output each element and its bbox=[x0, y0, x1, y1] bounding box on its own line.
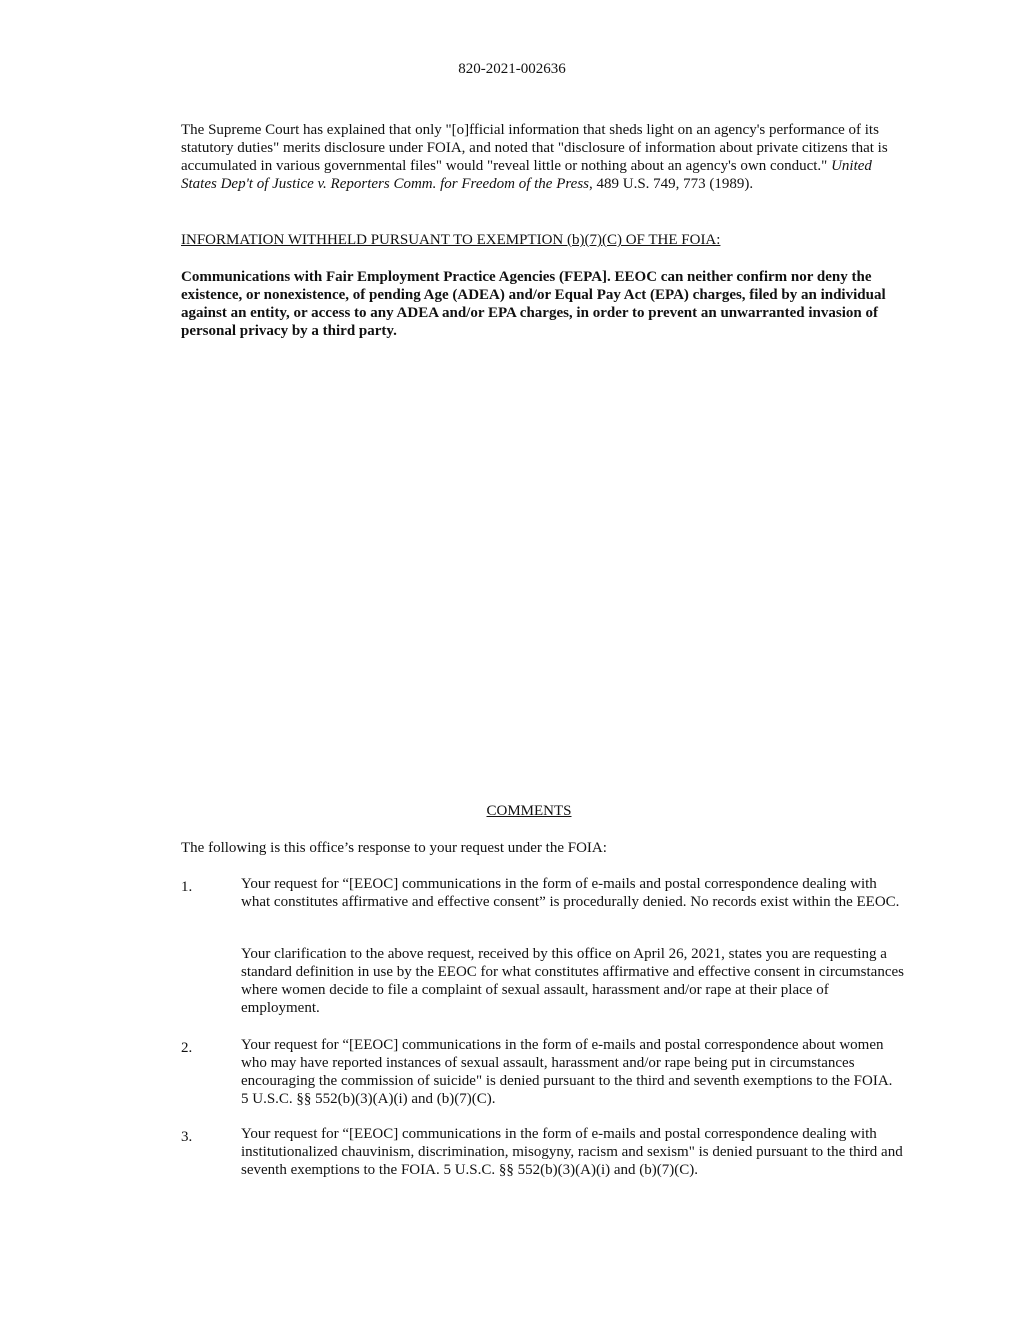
comment-item-number: 1. bbox=[181, 879, 193, 895]
comment-item-text: Your request for “[EEOC] communications in the form of e-mails and postal correspondence dealing with what constitutes affirmative and effective consent” is procedurally denied. No records exist within the EEOC. bbox=[241, 876, 900, 910]
case-citation: , 489 U.S. 749, 773 (1989). bbox=[589, 176, 754, 192]
clarification-paragraph: Your clarification to the above request, received by this office on April 26, 2021, states you are requesting a standard definition in use by the EEOC for what constitutes affirmative and effective consent in circumstances where women decide to file a complaint of sexual assault, harassment and/or rape at their place of employment. bbox=[241, 946, 904, 1016]
comment-item-text: Your request for “[EEOC] communications in the form of e-mails and postal correspondence about women who may have reported instances of sexual assault, harassment and/or rape being put in circumstances encouraging the commission of suicide" is denied pursuant to the third and seventh exemptions to the FOIA. 5 U.S.C. §§ 552(b)(3)(A)(i) and (b)(7)(C). bbox=[241, 1037, 893, 1107]
intro-paragraph-text: The Supreme Court has explained that only "[o]fficial information that sheds light on an agency's performance of its statutory duties" merits disclosure under FOIA, and noted that "disclosure of information about private citizens that is accumulated in various governmental files" would "reveal little or nothing about an agency's own conduct." bbox=[181, 122, 888, 174]
comment-item-text: Your request for “[EEOC] communications in the form of e-mails and postal correspondence dealing with institutionalized chauvinism, discrimination, misogyny, racism and sexism" is denied pursuant to the third and seventh exemptions to the FOIA. 5 U.S.C. §§ 552(b)(3)(A)(i) and (b)(7)(C). bbox=[241, 1126, 903, 1178]
document-number: 820-2021-002636 bbox=[458, 61, 566, 77]
case-name: United States Dep't of Justice v. Reporters Comm. for Freedom of the Press bbox=[181, 158, 872, 192]
comment-item-number: 3. bbox=[181, 1129, 193, 1145]
comments-intro: The following is this office’s response to your request under the FOIA: bbox=[181, 840, 607, 856]
intro-paragraph bbox=[181, 121, 905, 193]
comment-item-number: 2. bbox=[181, 1040, 193, 1056]
comments-heading: COMMENTS bbox=[486, 803, 572, 819]
fepa-paragraph: Communications with Fair Employment Practice Agencies (FEPA]. EEOC can neither confirm nor deny the existence, or nonexistence, of pending Age (ADEA) and/or Equal Pay Act (EPA) charges, filed by an individual against an entity, or access to any ADEA and/or EPA charges, in order to prevent an unwarranted invasion of personal privacy by a third party. bbox=[181, 269, 886, 339]
exemption-heading: INFORMATION WITHHELD PURSUANT TO EXEMPTION (b)(7)(C) OF THE FOIA: bbox=[181, 232, 721, 248]
